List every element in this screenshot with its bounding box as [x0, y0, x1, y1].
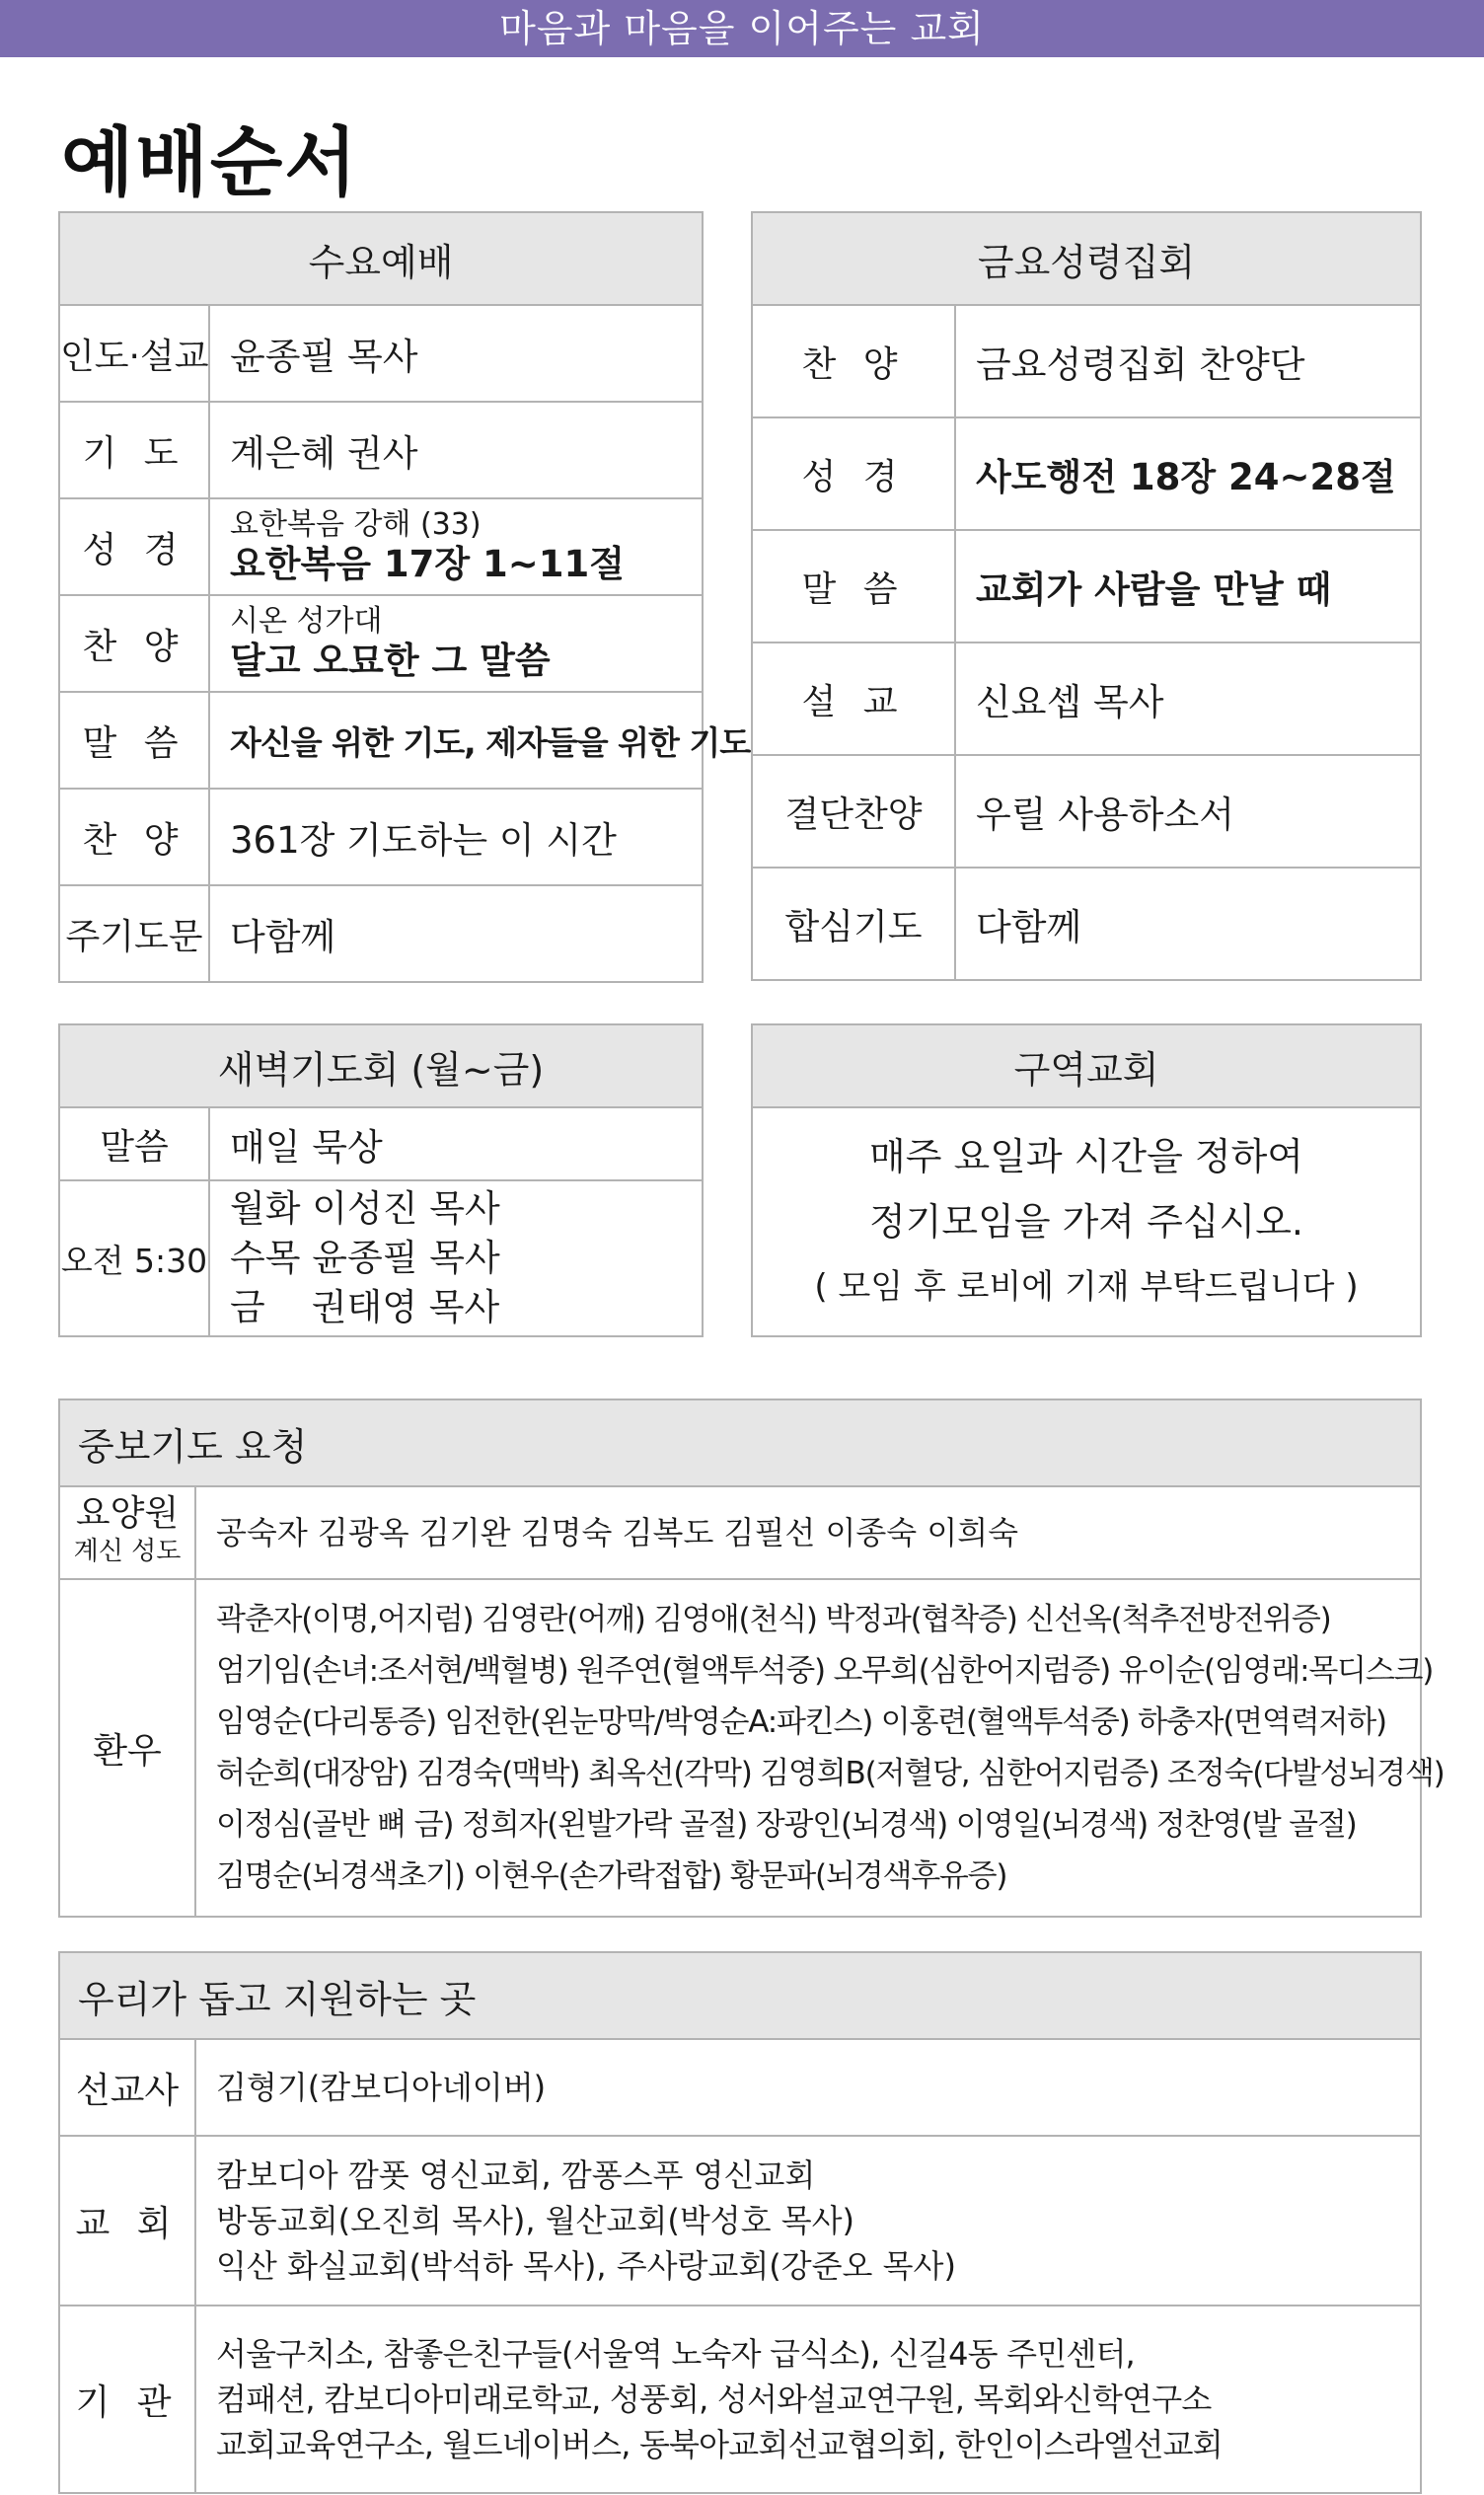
row-value: 매일 묵상 [209, 1107, 703, 1180]
wednesday-title: 수요예배 [59, 212, 703, 305]
district-line: 정기모임을 가져 주십시오. [868, 1200, 1304, 1244]
row-value: 계은혜 권사 [209, 402, 703, 498]
support-line: 컴패션, 캄보디아미래로학교, 성풍회, 성서와설교연구원, 목회와신학연구소 [216, 2381, 1212, 2418]
row-label: 기 도 [59, 402, 209, 498]
table-row [59, 2039, 1421, 2136]
table-row [752, 417, 1421, 530]
row-label: 인도·설교 [59, 305, 209, 402]
row-subtitle: 시온 성가대 [230, 604, 383, 639]
table-row [59, 1107, 703, 1180]
support-line: 방동교회(오진희 목사), 월산교회(박성호 목사) [216, 2202, 855, 2239]
top-banner: 마음과 마음을 이어주는 교회 [0, 0, 1484, 57]
table-row [59, 305, 703, 402]
support-line: 익산 화실교회(박석하 목사), 주사랑교회(강준오 목사) [216, 2247, 956, 2285]
prayer-line: 임영순(다리통증) 임전한(왼눈망막/박영순A:파킨스) 이홍련(혈액투석중) 하충자(면역력저하) [216, 1704, 1386, 1740]
prayer-line: 이정심(골반 뼈 금) 정희자(왼발가락 골절) 장광인(뇌경색) 이영일(뇌경색) 정찬영(발 골절) [216, 1807, 1357, 1843]
page-title: 예배순서 [61, 118, 359, 206]
table-row [752, 643, 1421, 755]
support-line: 교회교육연구소, 월드네이버스, 동북아교회선교협의회, 한인이스라엘선교회 [216, 2426, 1223, 2463]
prayer-line: 김명순(뇌경색초기) 이현우(손가락접합) 황문파(뇌경색후유증) [216, 1858, 1007, 1894]
row-label: 교 회 [59, 2136, 195, 2306]
support-line: 캄보디아 깜폿 영신교회, 깜퐁스푸 영신교회 [216, 2156, 816, 2194]
row-label: 찬 양 [752, 305, 955, 417]
district-line: ( 모임 후 로비에 기재 부탁드립니다 ) [814, 1267, 1359, 1307]
table-row [752, 305, 1421, 417]
row-value: 사도행전 18장 24~28절 [955, 417, 1421, 530]
row-value: 윤종필 목사 [209, 305, 703, 402]
support-table [58, 1951, 1422, 2494]
row-value: 금요성령집회 찬양단 [955, 305, 1421, 417]
prayer-line: 엄기임(손녀:조서현/백혈병) 원주연(혈액투석중) 오무희(심한어지럼증) 유이순(임영래:목디스크) [216, 1653, 1434, 1689]
row-label: 말 씀 [59, 692, 209, 789]
prayer-line: 공숙자 김광옥 김기완 김명숙 김복도 김필선 이종숙 이희숙 [216, 1514, 1019, 1551]
table-row [59, 498, 703, 595]
row-label: 결단찬양 [752, 755, 955, 868]
row-value: 361장 기도하는 이 시간 [209, 789, 703, 885]
prayer-title: 중보기도 요청 [59, 1399, 1421, 1486]
table-row [752, 755, 1421, 868]
table-row [59, 1486, 1421, 1579]
intercessory-prayer-table [58, 1399, 1445, 1918]
dawn-title: 새벽기도회 (월~금) [59, 1024, 703, 1107]
table-row [59, 1180, 703, 1336]
schedule-line: 월화 이성진 목사 [230, 1187, 500, 1230]
row-label: 찬 양 [59, 789, 209, 885]
table-row [59, 692, 703, 789]
district-church-table [751, 1023, 1422, 1337]
table-row [752, 530, 1421, 643]
dawn-prayer-table [58, 1023, 704, 1337]
row-value: 달고 오묘한 그 말씀 [230, 640, 551, 682]
row-value: 우릴 사용하소서 [955, 755, 1421, 868]
row-label: 합심기도 [752, 868, 955, 980]
row-label: 선교사 [59, 2039, 195, 2136]
table-row [59, 1579, 1421, 1917]
row-label: 설 교 [752, 643, 955, 755]
friday-service-table [751, 211, 1422, 981]
schedule-line: 금 권태영 목사 [230, 1286, 500, 1328]
row-value: 요한복음 17장 1~11절 [230, 543, 625, 585]
row-label: 성 경 [752, 417, 955, 530]
schedule-line: 수목 윤종필 목사 [230, 1237, 500, 1279]
support-line: 서울구치소, 참좋은친구들(서울역 노숙자 급식소), 신길4동 주민센터, [216, 2335, 1135, 2373]
friday-title: 금요성령집회 [752, 212, 1421, 305]
row-label: 환우 [59, 1579, 195, 1917]
prayer-line: 곽춘자(이명,어지럼) 김영란(어깨) 김영애(천식) 박정과(협착증) 신선옥(척추전방전위증) [216, 1602, 1331, 1637]
table-row [59, 2306, 1421, 2493]
row-label: 기 관 [59, 2306, 195, 2493]
table-row [59, 885, 703, 982]
table-row [59, 595, 703, 692]
row-value: 자신을 위한 기도, 제자들을 위한 기도 [209, 692, 703, 789]
table-row [752, 868, 1421, 980]
row-label: 찬 양 [59, 595, 209, 692]
row-label: 말 씀 [752, 530, 955, 643]
row-label: 주기도문 [59, 885, 209, 982]
row-subtitle: 요한복음 강해 (33) [230, 507, 482, 542]
district-title: 구역교회 [752, 1024, 1421, 1107]
row-label: 오전 5:30 [59, 1180, 209, 1336]
prayer-line: 허순희(대장암) 김경숙(맥박) 최옥선(각막) 김영희B(저혈당, 심한어지럼증) 조정숙(다발성뇌경색) [216, 1756, 1445, 1791]
row-value: 신요셉 목사 [955, 643, 1421, 755]
wednesday-service-table [58, 211, 751, 983]
row-value: 다함께 [209, 885, 703, 982]
district-line: 매주 요일과 시간을 정하여 [868, 1135, 1304, 1178]
row-value: 다함께 [955, 868, 1421, 980]
row-label-sub: 계신 성도 [73, 1537, 182, 1566]
row-label: 성 경 [59, 498, 209, 595]
support-title: 우리가 돕고 지원하는 곳 [59, 1952, 1421, 2039]
table-row [59, 402, 703, 498]
support-line: 김형기(캄보디아네이버) [216, 2069, 547, 2106]
row-label: 요양원 [75, 1493, 180, 1534]
table-row [59, 789, 703, 885]
table-row [59, 2136, 1421, 2306]
row-value: 교회가 사람을 만날 때 [955, 530, 1421, 643]
row-label: 말씀 [59, 1107, 209, 1180]
